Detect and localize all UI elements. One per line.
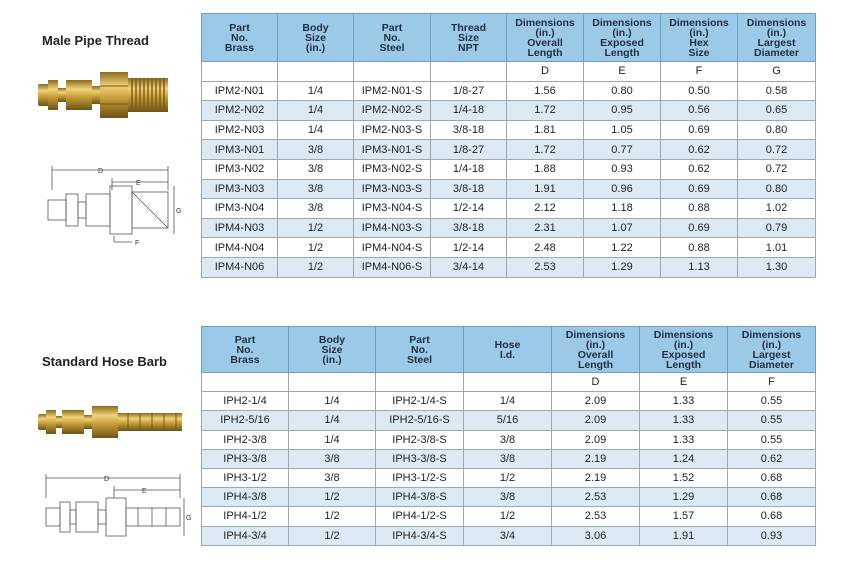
table-cell: 1/2 xyxy=(289,526,376,545)
column-header-line: (in.) xyxy=(689,26,709,39)
column-header-line: Length xyxy=(666,358,701,371)
dimension-letter-cell xyxy=(376,373,464,392)
table-cell: 2.19 xyxy=(552,449,640,468)
column-header-line: Body xyxy=(302,21,329,34)
standard-hose-barb-dimension-drawing xyxy=(42,470,192,550)
table-cell: IPH2-1/4 xyxy=(202,392,289,411)
table-row xyxy=(202,238,816,258)
column-header-line: Exposed xyxy=(600,36,644,49)
table-cell: 3/8 xyxy=(289,449,376,468)
column-header-line: Size xyxy=(688,46,710,59)
standard-hose-barb-fitting-photo xyxy=(36,402,186,442)
table-cell: 3.06 xyxy=(552,526,640,545)
table-cell: 2.53 xyxy=(552,507,640,526)
table-cell: IPM4-N04 xyxy=(202,238,278,258)
table-cell: IPH3-3/8 xyxy=(202,449,289,468)
table-cell: IPM2-N01-S xyxy=(354,81,431,101)
table-cell: 1.05 xyxy=(584,120,661,140)
dimension-letter-cell xyxy=(354,62,431,82)
table-cell: 1/4 xyxy=(289,411,376,430)
column-header-line: Steel xyxy=(406,353,433,366)
column-header-line: Part xyxy=(381,21,403,34)
column-header-line: (in.) xyxy=(535,26,555,39)
dimension-letter-cell xyxy=(431,62,507,82)
table-header-row xyxy=(202,327,816,373)
table-cell: 3/4 xyxy=(464,526,552,545)
table-cell: 0.62 xyxy=(661,140,738,160)
column-header-line: Steel xyxy=(379,41,405,54)
column-header xyxy=(289,327,376,373)
table-cell: 2.53 xyxy=(552,488,640,507)
column-header-line: Size xyxy=(321,343,343,356)
column-header xyxy=(354,14,431,62)
column-header-line: (in.) xyxy=(305,41,326,54)
table-cell: IPH4-1/2-S xyxy=(376,507,464,526)
column-header-line: Diameter xyxy=(754,46,799,59)
table-cell: 1.57 xyxy=(640,507,728,526)
table-cell: IPM3-N01-S xyxy=(354,140,431,160)
table-cell: 0.69 xyxy=(661,120,738,140)
drawing-label-e: E xyxy=(136,180,141,187)
table-cell: 1.52 xyxy=(640,468,728,487)
section-title-standard-hose-barb: Standard Hose Barb xyxy=(42,354,167,369)
table-cell: 0.96 xyxy=(584,179,661,199)
drawing-label-g: G xyxy=(186,515,192,522)
table-cell: 1/4 xyxy=(278,120,354,140)
table-row xyxy=(202,526,816,545)
column-header-line: Dimensions xyxy=(746,16,807,29)
table-cell: IPH3-1/2-S xyxy=(376,468,464,487)
dimension-letter-row xyxy=(202,62,816,82)
column-header-line: Dimensions xyxy=(515,16,575,29)
table-cell: IPH3-1/2 xyxy=(202,468,289,487)
column-header-line: (in.) xyxy=(322,353,342,366)
column-header xyxy=(202,14,278,62)
table-cell: 0.80 xyxy=(738,179,816,199)
table-cell: IPM3-N02-S xyxy=(354,159,431,179)
table-cell: 0.62 xyxy=(728,449,816,468)
table-cell: 3/8-18 xyxy=(431,179,507,199)
table-cell: IPM3-N03-S xyxy=(354,179,431,199)
table-row xyxy=(202,140,816,160)
column-header-line: Exposed xyxy=(661,348,706,361)
dimension-letter-cell xyxy=(202,62,278,82)
table-cell: 1.56 xyxy=(507,81,584,101)
table-cell: 1.91 xyxy=(640,526,728,545)
column-header-line: Size xyxy=(457,31,479,44)
column-header-line: Dimensions xyxy=(669,16,729,29)
table-row xyxy=(202,257,816,277)
table-cell: 0.55 xyxy=(728,392,816,411)
table-cell: 3/8 xyxy=(464,449,552,468)
column-header-line: (in.) xyxy=(612,26,632,39)
table-cell: 1/4 xyxy=(464,392,552,411)
column-header-line: Overall xyxy=(577,348,614,361)
table-cell: 1/4 xyxy=(278,101,354,121)
table-cell: 1.13 xyxy=(661,257,738,277)
male-pipe-thread-fitting-photo xyxy=(36,62,176,130)
table-cell: 1/4 xyxy=(289,392,376,411)
table-cell: 3/8 xyxy=(278,179,354,199)
male-pipe-thread-table xyxy=(201,13,816,278)
table-cell: 2.09 xyxy=(552,392,640,411)
table-cell: IPM3-N04-S xyxy=(354,199,431,219)
dimension-letter-cell: F xyxy=(728,373,816,392)
table-cell: 0.93 xyxy=(584,159,661,179)
table-cell: IPM3-N03 xyxy=(202,179,278,199)
table-cell: 2.09 xyxy=(552,430,640,449)
table-cell: 0.79 xyxy=(738,218,816,238)
table-cell: 1.02 xyxy=(738,199,816,219)
table-cell: 1.24 xyxy=(640,449,728,468)
table-cell: 1/2-14 xyxy=(431,238,507,258)
table-cell: IPH2-1/4-S xyxy=(376,392,464,411)
column-header-line: Brass xyxy=(224,41,255,54)
table-row xyxy=(202,159,816,179)
column-header xyxy=(738,14,816,62)
drawing-label-d: D xyxy=(104,476,110,483)
table-cell: 2.12 xyxy=(507,199,584,219)
table-cell: 2.31 xyxy=(507,218,584,238)
table-cell: IPM2-N02-S xyxy=(354,101,431,121)
column-header-line: Brass xyxy=(230,353,260,366)
column-header-line: (in.) xyxy=(585,338,606,351)
column-header xyxy=(584,14,661,62)
dimension-letter-cell: D xyxy=(552,373,640,392)
column-header-line: Dimensions xyxy=(592,16,652,29)
table-cell: 0.68 xyxy=(728,468,816,487)
column-header-line: Dimensions xyxy=(741,328,802,341)
table-cell: 3/8 xyxy=(464,488,552,507)
column-header-line: Length xyxy=(578,358,613,371)
column-header-line: Hose xyxy=(494,338,521,351)
table-cell: 1/4-18 xyxy=(431,159,507,179)
table-cell: IPM2-N02 xyxy=(202,101,278,121)
column-header xyxy=(507,14,584,62)
table-cell: 1.91 xyxy=(507,179,584,199)
table-cell: IPH4-3/8 xyxy=(202,488,289,507)
table-cell: IPH4-3/8-S xyxy=(376,488,464,507)
table-cell: 1/2-14 xyxy=(431,199,507,219)
table-cell: 1/2 xyxy=(278,257,354,277)
table-cell: 0.55 xyxy=(728,411,816,430)
table-cell: 3/8 xyxy=(464,430,552,449)
table-row xyxy=(202,81,816,101)
drawing-label-g: G xyxy=(176,208,182,215)
table-cell: 1.30 xyxy=(738,257,816,277)
table-cell: 1/8-27 xyxy=(431,140,507,160)
table-cell: IPM4-N06-S xyxy=(354,257,431,277)
table-cell: 0.65 xyxy=(738,101,816,121)
table-cell: IPH2-3/8-S xyxy=(376,430,464,449)
column-header xyxy=(278,14,354,62)
table-cell: 0.58 xyxy=(738,81,816,101)
column-header-line: No. xyxy=(411,343,428,356)
table-cell: 2.19 xyxy=(552,468,640,487)
table-cell: 1.88 xyxy=(507,159,584,179)
table-cell: 1.22 xyxy=(584,238,661,258)
table-cell: IPH4-3/4 xyxy=(202,526,289,545)
table-row xyxy=(202,430,816,449)
column-header-line: (in.) xyxy=(766,26,787,39)
table-cell: IPH4-3/4-S xyxy=(376,526,464,545)
dimension-letter-row xyxy=(202,373,816,392)
table-cell: 0.88 xyxy=(661,238,738,258)
dimension-letter-cell: F xyxy=(661,62,738,82)
table-cell: 0.56 xyxy=(661,101,738,121)
column-header-line: Part xyxy=(229,21,250,34)
dimension-letter-cell xyxy=(202,373,289,392)
column-header xyxy=(661,14,738,62)
table-cell: 1.72 xyxy=(507,101,584,121)
table-row xyxy=(202,120,816,140)
table-cell: 1.29 xyxy=(584,257,661,277)
column-header-line: Hex xyxy=(689,36,709,49)
column-header xyxy=(202,327,289,373)
column-header-line: Overall xyxy=(527,36,563,49)
table-cell: 3/8-18 xyxy=(431,218,507,238)
table-cell: 2.09 xyxy=(552,411,640,430)
table-cell: IPH2-5/16 xyxy=(202,411,289,430)
standard-hose-barb-table xyxy=(201,326,816,546)
table-cell: 0.68 xyxy=(728,507,816,526)
table-cell: IPM2-N01 xyxy=(202,81,278,101)
section-title-male-pipe-thread: Male Pipe Thread xyxy=(42,33,149,48)
column-header-line: No. xyxy=(236,343,254,356)
table-cell: 1.29 xyxy=(640,488,728,507)
table-cell: IPM4-N06 xyxy=(202,257,278,277)
table-cell: 1/4 xyxy=(278,81,354,101)
table-cell: 0.77 xyxy=(584,140,661,160)
column-header-line: Part xyxy=(409,333,430,346)
table-row xyxy=(202,468,816,487)
table-cell: 0.72 xyxy=(738,140,816,160)
table-cell: 1/2 xyxy=(278,238,354,258)
table-cell: 3/4-14 xyxy=(431,257,507,277)
table-cell: 5/16 xyxy=(464,411,552,430)
column-header-line: (in.) xyxy=(673,338,694,351)
table-cell: 2.48 xyxy=(507,238,584,258)
table-cell: IPH4-1/2 xyxy=(202,507,289,526)
dimension-letter-cell: E xyxy=(640,373,728,392)
table-header-row xyxy=(202,14,816,62)
table-cell: 2.53 xyxy=(507,257,584,277)
column-header-line: No. xyxy=(383,31,401,44)
table-cell: 1.81 xyxy=(507,120,584,140)
column-header-line: Length xyxy=(527,46,563,59)
table-cell: IPM4-N03 xyxy=(202,218,278,238)
column-header xyxy=(464,327,552,373)
column-header xyxy=(552,327,640,373)
dimension-letter-cell xyxy=(289,373,376,392)
column-header-line: Diameter xyxy=(749,358,794,371)
table-cell: IPH2-5/16-S xyxy=(376,411,464,430)
table-row xyxy=(202,199,816,219)
column-header-line: I.d. xyxy=(499,348,516,361)
male-pipe-thread-dimension-drawing xyxy=(44,160,184,255)
dimension-letter-cell: G xyxy=(738,62,816,82)
column-header-line: (in.) xyxy=(761,338,782,351)
table-cell: 0.50 xyxy=(661,81,738,101)
column-header-line: Largest xyxy=(752,348,791,361)
table-cell: 1/2 xyxy=(278,218,354,238)
table-cell: 0.80 xyxy=(584,81,661,101)
column-header-line: No. xyxy=(231,31,248,44)
table-cell: 1/2 xyxy=(464,468,552,487)
column-header-line: Part xyxy=(234,333,256,346)
column-header-line: Size xyxy=(304,31,326,44)
dimension-letter-cell: D xyxy=(507,62,584,82)
table-cell: 1.33 xyxy=(640,411,728,430)
table-cell: 0.72 xyxy=(738,159,816,179)
table-cell: 1/8-27 xyxy=(431,81,507,101)
dimension-letter-cell xyxy=(464,373,552,392)
column-header-line: NPT xyxy=(458,41,479,54)
table-row xyxy=(202,179,816,199)
drawing-label-f: F xyxy=(135,240,140,247)
dimension-letter-cell xyxy=(278,62,354,82)
table-cell: 1/4 xyxy=(289,430,376,449)
table-cell: 0.69 xyxy=(661,218,738,238)
table-row xyxy=(202,507,816,526)
table-cell: 3/8-18 xyxy=(431,120,507,140)
table-cell: IPM3-N04 xyxy=(202,199,278,219)
table-cell: IPM2-N03-S xyxy=(354,120,431,140)
drawing-label-e: E xyxy=(142,488,147,495)
table-cell: 0.88 xyxy=(661,199,738,219)
table-cell: 3/8 xyxy=(278,199,354,219)
table-cell: 1/2 xyxy=(464,507,552,526)
table-cell: IPM4-N04-S xyxy=(354,238,431,258)
column-header-line: Largest xyxy=(757,36,796,49)
column-header xyxy=(640,327,728,373)
table-cell: 1/4-18 xyxy=(431,101,507,121)
table-row xyxy=(202,411,816,430)
table-cell: 3/8 xyxy=(278,140,354,160)
table-cell: IPM4-N03-S xyxy=(354,218,431,238)
table-cell: 1.07 xyxy=(584,218,661,238)
dimension-letter-cell: E xyxy=(584,62,661,82)
drawing-label-d: D xyxy=(98,168,104,175)
table-cell: 0.95 xyxy=(584,101,661,121)
table-row xyxy=(202,218,816,238)
column-header-line: Length xyxy=(604,46,640,59)
table-row xyxy=(202,488,816,507)
table-cell: 0.55 xyxy=(728,430,816,449)
table-cell: 1.01 xyxy=(738,238,816,258)
table-cell: 0.68 xyxy=(728,488,816,507)
column-header xyxy=(431,14,507,62)
table-row xyxy=(202,392,816,411)
table-cell: 1/2 xyxy=(289,488,376,507)
column-header-line: Body xyxy=(318,333,346,346)
table-cell: 1.33 xyxy=(640,430,728,449)
table-cell: 0.62 xyxy=(661,159,738,179)
column-header xyxy=(728,327,816,373)
table-row xyxy=(202,449,816,468)
column-header-line: Dimensions xyxy=(565,328,626,341)
table-cell: 0.80 xyxy=(738,120,816,140)
table-row xyxy=(202,101,816,121)
table-cell: 1/2 xyxy=(289,507,376,526)
table-cell: 1.18 xyxy=(584,199,661,219)
table-cell: 3/8 xyxy=(278,159,354,179)
table-cell: 0.69 xyxy=(661,179,738,199)
table-cell: 3/8 xyxy=(289,468,376,487)
column-header xyxy=(376,327,464,373)
table-cell: 1.72 xyxy=(507,140,584,160)
table-cell: IPM3-N02 xyxy=(202,159,278,179)
table-cell: IPH2-3/8 xyxy=(202,430,289,449)
table-cell: IPH3-3/8-S xyxy=(376,449,464,468)
table-cell: IPM3-N01 xyxy=(202,140,278,160)
table-cell: IPM2-N03 xyxy=(202,120,278,140)
table-cell: 1.33 xyxy=(640,392,728,411)
table-cell: 0.93 xyxy=(728,526,816,545)
column-header-line: Dimensions xyxy=(653,328,714,341)
column-header-line: Thread xyxy=(450,21,486,34)
